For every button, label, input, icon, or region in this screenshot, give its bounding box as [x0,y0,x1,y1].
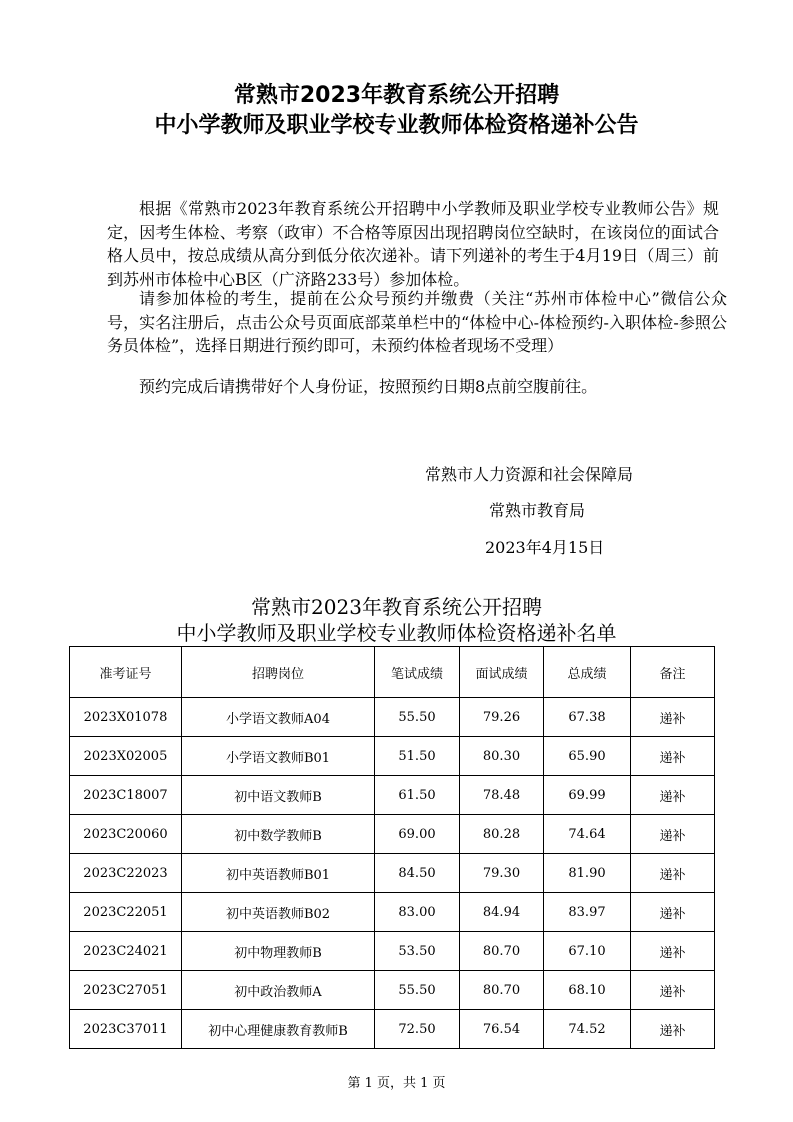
announcement-title-line1: 常熟市2023年教育系统公开招聘 [233,83,560,108]
cell-position: 小学语文教师B01 [182,737,375,776]
cell-exam-id: 2023C20060 [70,815,182,854]
table-row [70,776,715,815]
cell-total-score: 69.99 [544,776,631,815]
cell-written-score: 55.50 [375,698,460,737]
announcement-title-line2: 中小学教师及职业学校专业教师体检资格递补公告 [154,113,639,138]
paragraph-3: 预约完成后请携带好个人身份证，按照预约日期8点前空腹前往。 [139,377,598,396]
cell-position: 初中心理健康教育教师B [182,1010,375,1049]
cell-position: 初中英语教师B01 [182,854,375,893]
table-row [70,932,715,971]
page-footer: 第 1 页，共 1 页 [347,1076,446,1091]
paragraph-1: 根据《常熟市2023年教育系统公开招聘中小学教师及职业学校专业教师公告》规定，因考生体检、考察（政审）不合格等原因出现招聘岗位空缺时，在该岗位的面试合格人员中，按总成绩从高分到低分依次递补。请下列递补的考生于4月19日（周三）前到苏州市体检中心B区（广济路233号）参加体检。 [107,199,719,289]
cell-interview-score: 80.28 [460,815,544,854]
cell-written-score: 72.50 [375,1010,460,1049]
cell-position: 小学语文教师A04 [182,698,375,737]
cell-exam-id: 2023C37011 [70,1010,182,1049]
cell-interview-score: 80.30 [460,737,544,776]
signature-org-hr: 常熟市人力资源和社会保障局 [425,465,634,484]
cell-exam-id: 2023X01078 [70,698,182,737]
cell-total-score: 83.97 [544,893,631,932]
cell-total-score: 67.10 [544,932,631,971]
table-row [70,893,715,932]
cell-exam-id: 2023X02005 [70,737,182,776]
cell-exam-id: 2023C22051 [70,893,182,932]
header-remark: 备注 [631,647,715,698]
table-row [70,1010,715,1049]
cell-position: 初中物理教师B [182,932,375,971]
table-row [70,854,715,893]
header-position: 招聘岗位 [182,647,375,698]
cell-remark: 递补 [631,698,715,737]
cell-total-score: 65.90 [544,737,631,776]
cell-exam-id: 2023C27051 [70,971,182,1010]
cell-position: 初中语文教师B [182,776,375,815]
cell-remark: 递补 [631,854,715,893]
cell-interview-score: 84.94 [460,893,544,932]
header-written-score: 笔试成绩 [375,647,460,698]
cell-remark: 递补 [631,776,715,815]
cell-written-score: 83.00 [375,893,460,932]
table-title-line1: 常熟市2023年教育系统公开招聘 [251,595,542,619]
signature-date: 2023年4月15日 [485,538,605,557]
cell-total-score: 67.38 [544,698,631,737]
cell-interview-score: 79.26 [460,698,544,737]
cell-written-score: 53.50 [375,932,460,971]
signature-org-education: 常熟市教育局 [489,501,586,520]
cell-remark: 递补 [631,971,715,1010]
cell-total-score: 74.64 [544,815,631,854]
cell-interview-score: 79.30 [460,854,544,893]
cell-remark: 递补 [631,815,715,854]
header-interview-score: 面试成绩 [460,647,544,698]
cell-written-score: 51.50 [375,737,460,776]
header-exam-id: 准考证号 [70,647,182,698]
cell-position: 初中政治教师A [182,971,375,1010]
cell-exam-id: 2023C18007 [70,776,182,815]
candidate-table [69,646,715,1049]
cell-total-score: 68.10 [544,971,631,1010]
cell-interview-score: 78.48 [460,776,544,815]
cell-exam-id: 2023C22023 [70,854,182,893]
cell-total-score: 81.90 [544,854,631,893]
table-row [70,815,715,854]
table-row [70,971,715,1010]
cell-interview-score: 80.70 [460,971,544,1010]
cell-remark: 递补 [631,1010,715,1049]
cell-interview-score: 76.54 [460,1010,544,1049]
table-title-line2: 中小学教师及职业学校专业教师体检资格递补名单 [176,621,617,645]
paragraph-2: 请参加体检的考生，提前在公众号预约并缴费（关注“苏州市体检中心”微信公众号，实名注册后，点击公众号页面底部菜单栏中的“体检中心-体检预约-入职体检-参照公务员体检”，选择日期进行预约即可，未预约体检者现场不受理） [107,289,727,355]
cell-remark: 递补 [631,932,715,971]
table-header-row [70,647,715,698]
cell-position: 初中英语教师B02 [182,893,375,932]
cell-total-score: 74.52 [544,1010,631,1049]
table-row [70,737,715,776]
header-total-score: 总成绩 [544,647,631,698]
cell-written-score: 55.50 [375,971,460,1010]
table-row [70,698,715,737]
cell-remark: 递补 [631,893,715,932]
cell-written-score: 84.50 [375,854,460,893]
cell-exam-id: 2023C24021 [70,932,182,971]
cell-position: 初中数学教师B [182,815,375,854]
cell-written-score: 69.00 [375,815,460,854]
cell-written-score: 61.50 [375,776,460,815]
cell-interview-score: 80.70 [460,932,544,971]
cell-remark: 递补 [631,737,715,776]
